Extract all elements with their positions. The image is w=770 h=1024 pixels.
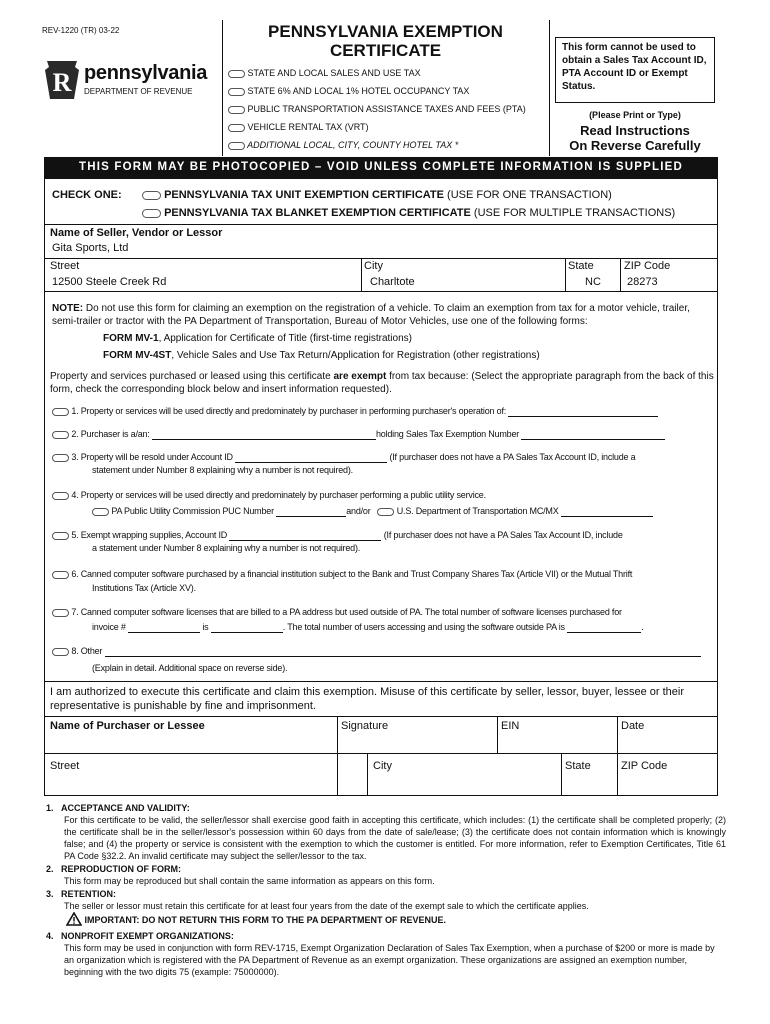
users-field[interactable] <box>567 632 641 633</box>
checkbox[interactable] <box>52 571 69 579</box>
keystone-logo-icon <box>44 60 80 100</box>
seller-city-field[interactable]: Charltote <box>370 276 415 288</box>
seller-street-field[interactable]: 12500 Steele Creek Rd <box>52 276 167 288</box>
resale-account-field[interactable] <box>235 462 387 463</box>
reason-8: 8. Other <box>52 645 716 657</box>
logo-name: pennsylvania <box>84 62 208 84</box>
option-blanket[interactable]: PENNSYLVANIA TAX BLANKET EXEMPTION CERTIFICATE (USE FOR MULTIPLE TRANSACTIONS) <box>142 206 675 220</box>
instructions <box>46 802 726 978</box>
svg-text:R: R <box>52 68 72 97</box>
check-one-label: CHECK ONE: <box>52 189 122 201</box>
other-field[interactable] <box>105 656 701 657</box>
seller-name-field[interactable]: Gita Sports, Ltd <box>52 242 129 254</box>
checkbox[interactable] <box>142 191 161 200</box>
tax-type-pta[interactable]: PUBLIC TRANSPORTATION ASSISTANCE TAXES AND FEES (PTA) <box>228 103 548 121</box>
checkbox[interactable] <box>228 124 245 132</box>
puc-number-field[interactable] <box>276 516 346 517</box>
licenses-field[interactable] <box>211 632 283 633</box>
checkbox[interactable] <box>228 70 245 78</box>
instruction-1: 1. ACCEPTANCE AND VALIDITY: For this certificate to be valid, the seller/lessor shall exercise good faith in accepting this certificate, which includes: (1) the certificate shall be completed properly; (2) the certificate shall be in the seller/lessor's possession within 60 days from the date of sale/lease; (3) the certificate does not contain information which is knowingly false; and (4) the property or service is consistent with the exemption to which the customer is entitled. For more information, refer to Exemption Certificates, Title 61 PA Code §32.2. An invalid certificate may subject the seller/lessor to the tax. <box>46 803 726 861</box>
reason-7-cont: invoice # is . The total number of users accessing and using the software outside PA is . <box>92 622 644 632</box>
checkbox[interactable] <box>142 209 161 218</box>
option-unit[interactable]: PENNSYLVANIA TAX UNIT EXEMPTION CERTIFICATE (USE FOR ONE TRANSACTION) <box>142 188 612 202</box>
note-mv1: FORM MV-1, Application for Certificate of Title (first-time registrations) <box>103 333 412 344</box>
seller-zip-field[interactable]: 28273 <box>627 276 658 288</box>
mc-mx-field[interactable] <box>561 516 653 517</box>
reason-1: 1. Property or services will be used directly and predominately by purchaser in performing purchaser's operation of: <box>52 405 716 417</box>
instruction-4: 4. NONPROFIT EXEMPT ORGANIZATIONS: This form may be used in conjunction with form REV-1715, Exempt Organization Declaration of Sales Tax Exemption, when a purchase of $200 or more is made by an organization which is registered with the PA Department of Revenue as an exempt organization. These organizations are assigned an exemption number, beginning with the two digits 75 (example: 75000000). <box>46 931 715 977</box>
important-note: IMPORTANT: DO NOT RETURN THIS FORM TO THE PA DEPARTMENT OF REVENUE. <box>46 912 726 929</box>
date-label: Date <box>621 720 645 732</box>
authorization-text: I am authorized to execute this certificate and claim this exemption. Misuse of this certificate by seller, lessor, buyer, lessee or their representative is punishable by fine and imprisonment. <box>50 686 685 712</box>
seller-city-label: City <box>364 260 383 272</box>
print-note: (Please Print or Type) <box>589 110 681 120</box>
checkbox[interactable] <box>228 106 245 114</box>
seller-name-label: Name of Seller, Vendor or Lessor <box>50 227 223 239</box>
invoice-field[interactable] <box>128 632 200 633</box>
seller-street-label: Street <box>50 260 80 272</box>
instruction-2: 2. REPRODUCTION OF FORM: This form may be reproduced but shall contain the same information as appears on this form. <box>46 864 435 886</box>
purchaser-state-label: State <box>565 760 591 772</box>
checkbox[interactable] <box>228 88 245 96</box>
purchaser-type-field[interactable] <box>152 439 376 440</box>
checkbox[interactable] <box>92 508 109 516</box>
checkbox[interactable] <box>52 408 69 416</box>
checkbox[interactable] <box>52 609 69 617</box>
note-mv4st: FORM MV-4ST, Vehicle Sales and Use Tax Return/Application for Registration (other registrations) <box>103 350 540 361</box>
seller-state-field[interactable]: NC <box>585 276 601 288</box>
reason-6: 6. Canned computer software purchased by a financial institution subject to the Bank and Trust Company Shares Tax (Article VII) or the Mutual Thrift <box>52 568 716 580</box>
note-paragraph: NOTE: Do not use this form for claiming an exemption on the registration of a vehicle. To claim an exemption from tax for a motor vehicle, trailer, semi-trailer or tractor with the PA Department of Transportation, Bureau of Motor Vehicles, use one of the following forms: <box>52 303 690 327</box>
tax-type-sales-use[interactable]: STATE AND LOCAL SALES AND USE TAX <box>228 67 548 85</box>
reason-4: 4. Property or services will be used directly and predominately by purchaser performing a public utility service. <box>52 489 716 501</box>
read-instructions: Read Instructions On Reverse Carefully <box>569 123 701 153</box>
tax-type-local-hotel[interactable]: ADDITIONAL LOCAL, CITY, COUNTY HOTEL TAX * <box>228 139 548 157</box>
reason-4-detail: PA Public Utility Commission PUC Number and/or U.S. Department of Transportation MC/MX <box>92 505 716 517</box>
checkbox[interactable] <box>228 142 245 150</box>
banner: THIS FORM MAY BE PHOTOCOPIED – VOID UNLESS COMPLETE INFORMATION IS SUPPLIED <box>44 157 718 178</box>
ein-label: EIN <box>501 720 520 732</box>
warning-text: This form cannot be used to obtain a Sales Tax Account ID, PTA Account ID or Exempt Status. <box>562 42 707 92</box>
page-title: PENNSYLVANIA EXEMPTION CERTIFICATE <box>268 22 503 60</box>
signature-label: Signature <box>341 720 389 732</box>
tax-type-list <box>228 67 548 157</box>
reason-6-cont: Institutions Tax (Article XV). <box>92 583 196 593</box>
instruction-3: 3. RETENTION: The seller or lessor must retain this certificate for at least four years from the date of the exempt sale to which the certificate applies. IMPORTANT: DO NOT RETURN THIS FORM TO THE PA DEPARTMENT OF REVENUE. <box>46 888 726 929</box>
seller-zip-label: ZIP Code <box>624 260 671 272</box>
exemption-number-field[interactable] <box>521 439 665 440</box>
tax-type-hotel[interactable]: STATE 6% AND LOCAL 1% HOTEL OCCUPANCY TAX <box>228 85 548 103</box>
purchaser-zip-label: ZIP Code <box>621 760 668 772</box>
logo-dept: DEPARTMENT OF REVENUE <box>84 87 193 96</box>
seller-state-label: State <box>568 260 594 272</box>
reason-5: 5. Exempt wrapping supplies, Account ID (If purchaser does not have a PA Sales Tax Account ID, include <box>52 529 716 541</box>
exempt-intro: Property and services purchased or leased using this certificate are exempt from tax because: (Select the appropriate paragraph from the back of this form, check the corresponding block below and insert information requested). <box>50 371 714 395</box>
reason-8-cont: (Explain in detail. Additional space on reverse side). <box>92 663 288 673</box>
tax-type-vrt[interactable]: VEHICLE RENTAL TAX (VRT) <box>228 121 548 139</box>
checkbox[interactable] <box>52 532 69 540</box>
reason-5-cont: a statement under Number 8 explaining why a number is not required). <box>92 543 361 553</box>
reason-3: 3. Property will be resold under Account ID (If purchaser does not have a PA Sales Tax Account ID, include a <box>52 451 716 463</box>
reason-3-cont: statement under Number 8 explaining why a number is not required). <box>92 465 353 475</box>
checkbox[interactable] <box>377 508 394 516</box>
checkbox[interactable] <box>52 648 69 656</box>
checkbox[interactable] <box>52 431 69 439</box>
checkbox[interactable] <box>52 492 69 500</box>
warning-icon <box>66 912 82 929</box>
form-id: REV-1220 (TR) 03-22 <box>42 26 120 35</box>
checkbox[interactable] <box>52 454 69 462</box>
purchaser-city-label: City <box>373 760 392 772</box>
wrapping-account-field[interactable] <box>229 540 381 541</box>
reason-7: 7. Canned computer software licenses that are billed to a PA address but used outside of PA. The total number of software licenses purchased for <box>52 606 716 618</box>
operation-field[interactable] <box>508 416 658 417</box>
purchaser-street-label: Street <box>50 760 80 772</box>
purchaser-name-label: Name of Purchaser or Lessee <box>50 720 205 732</box>
reason-2: 2. Purchaser is a/an: holding Sales Tax Exemption Number <box>52 428 716 440</box>
